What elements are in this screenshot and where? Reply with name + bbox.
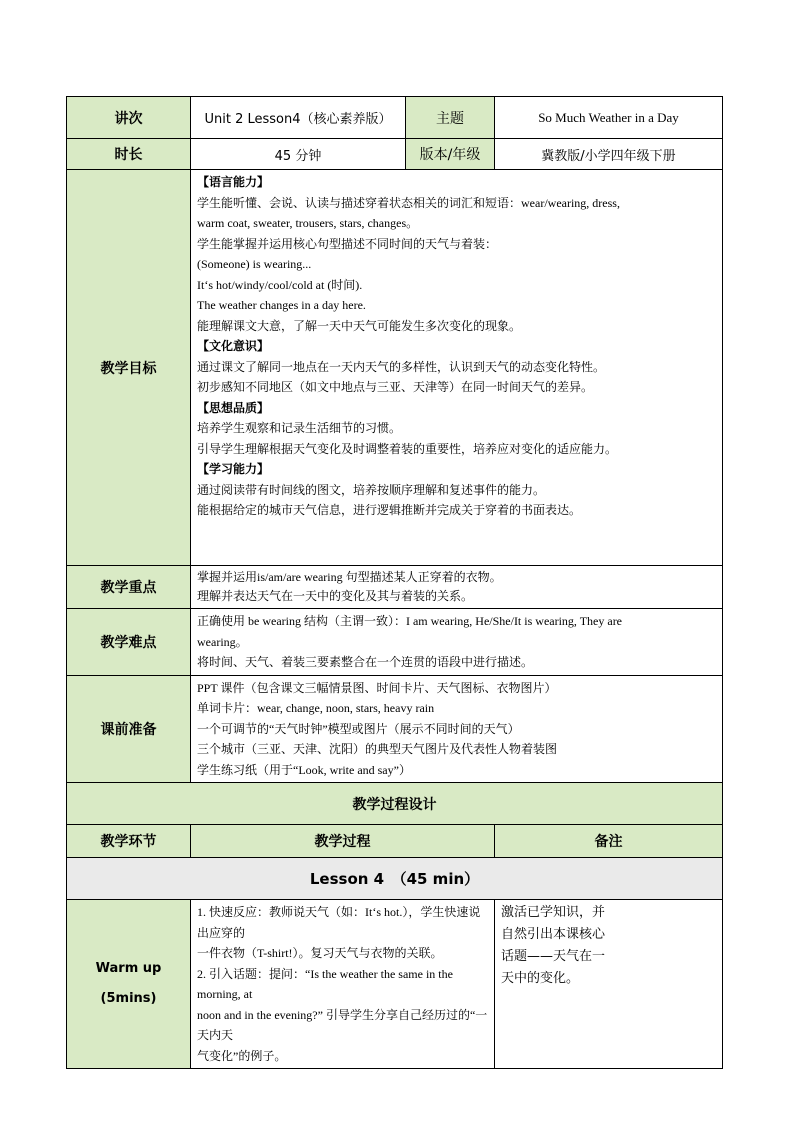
difficulty-line: wearing。 [197,634,248,649]
warmup-process [191,900,495,1069]
preparation-line: 一个可调节的“天气时钟”模型或图片（展示不同时间的天气） [197,721,520,736]
column-process: 教学过程 [191,825,495,858]
key-point-line: 掌握并运用is/am/are wearing 句型描述某人正穿着的衣物。 [197,570,502,584]
objective-line: warm coat, sweater, trousers, stars, changes。 [197,216,419,230]
preparation-content [191,675,723,783]
difficulty-line: 将时间、天气、着装三要素整合在一个连贯的语段中进行描述。 [197,655,534,669]
difficulties-label: 教学难点 [67,609,191,676]
duration-value: 45 分钟 [191,139,406,170]
edition-label: 版本/年级 [406,139,495,170]
key-points-row [67,566,723,609]
edition-value: 冀教版/小学四年级下册 [495,139,723,170]
key-points-content [191,566,723,609]
warmup-line: 1. 快速反应：教师说天气（如：It‘s hot.），学生快速说出应穿的 [197,905,481,940]
lesson-row [67,97,723,139]
objective-line: 初步感知不同地区（如文中地点与三亚、天津等）在同一时间天气的差异。 [197,380,594,394]
warmup-note-line: 话题——天气在一 [501,949,606,964]
warmup-line: 2. 引入话题：提问：“Is the weather the same in the morning, at [197,966,453,1001]
objective-line: 引导学生理解根据天气变化及时调整着装的重要性，培养应对变化的适应能力。 [197,441,618,456]
objective-line: 学生能听懂、会说、认读与描述穿着状态相关的词汇和短语：wear/wearing, dress, [197,195,620,210]
duration-label: 时长 [67,139,191,170]
preparation-label: 课前准备 [67,675,191,783]
difficulties-content [191,609,723,676]
warmup-line: noon and in the evening?” 引导学生分享自己经历过的“一天内天 [197,1007,488,1042]
warmup-row [67,900,723,1069]
key-point-line: 理解并表达天气在一天中的变化及其与着装的关系。 [197,589,474,603]
difficulty-line: 正确使用 be wearing 结构（主谓一致）：I am wearing, He/She/It is wearing, They are [197,614,623,628]
objective-line: 通过阅读带有时间线的图文，培养按顺序理解和复述事件的能力。 [197,482,546,497]
preparation-line: 三个城市（三亚、天津、沈阳）的典型天气图片及代表性人物着装图 [197,742,558,756]
objective-line: 能理解课文大意，了解一天中天气可能发生多次变化的现象。 [197,318,522,333]
objective-heading: 【语言能力】 [197,175,270,189]
warmup-note-line: 天中的变化。 [501,971,580,986]
warmup-stage-name: Warm up [95,961,162,976]
process-title: 教学过程设计 [67,783,723,825]
key-points-label: 教学重点 [67,566,191,609]
lesson-plan-table [66,96,723,1069]
warmup-note-line: 自然引出本课核心 [501,927,606,942]
lesson-title-row [67,858,723,900]
objective-heading: 【思想品质】 [197,400,270,415]
warmup-stage [67,900,191,1069]
warmup-line: 气变化”的例子。 [197,1048,287,1063]
warmup-notes [495,900,723,1069]
objective-line: (Someone) is wearing... [197,257,312,271]
warmup-line: 一件衣物（T-shirt!）。复习天气与衣物的关联。 [197,946,443,960]
theme-label: 主题 [406,97,495,139]
column-notes: 备注 [495,825,723,858]
duration-row [67,139,723,170]
warmup-stage-duration: (5mins) [100,991,157,1006]
objective-line: 能根据给定的城市天气信息，进行逻辑推断并完成关于穿着的书面表达。 [197,503,582,517]
lesson-label: 讲次 [67,97,191,139]
theme-value: So Much Weather in a Day [495,97,723,139]
preparation-line: 单词卡片：wear, change, noon, stars, heavy rain [197,701,435,715]
difficulties-row [67,609,723,676]
preparation-row [67,675,723,783]
objective-heading: 【学习能力】 [197,462,270,476]
objective-line: 学生能掌握并运用核心句型描述不同时间的天气与着装： [197,236,498,251]
objectives-content [191,170,723,566]
objective-line: The weather changes in a day here. [197,298,366,312]
objective-heading: 【文化意识】 [197,339,270,353]
objectives-label: 教学目标 [67,170,191,566]
column-stage: 教学环节 [67,825,191,858]
process-title-row [67,783,723,825]
process-header-row [67,825,723,858]
warmup-note-line: 激活已学知识，并 [501,905,606,920]
objective-line: It‘s hot/windy/cool/cold at (时间). [197,277,363,292]
lesson-value: Unit 2 Lesson4（核心素养版） [191,97,406,139]
objectives-row [67,170,723,566]
objective-line: 培养学生观察和记录生活细节的习惯。 [197,421,402,435]
lesson-title: Lesson 4 （45 min） [67,858,723,900]
preparation-line: 学生练习纸（用于“Look, write and say”） [197,762,411,777]
preparation-line: PPT 课件（包含课文三幅情景图、时间卡片、天气图标、衣物图片） [197,680,557,695]
objective-line: 通过课文了解同一地点在一天内天气的多样性，认识到天气的动态变化特性。 [197,359,606,374]
